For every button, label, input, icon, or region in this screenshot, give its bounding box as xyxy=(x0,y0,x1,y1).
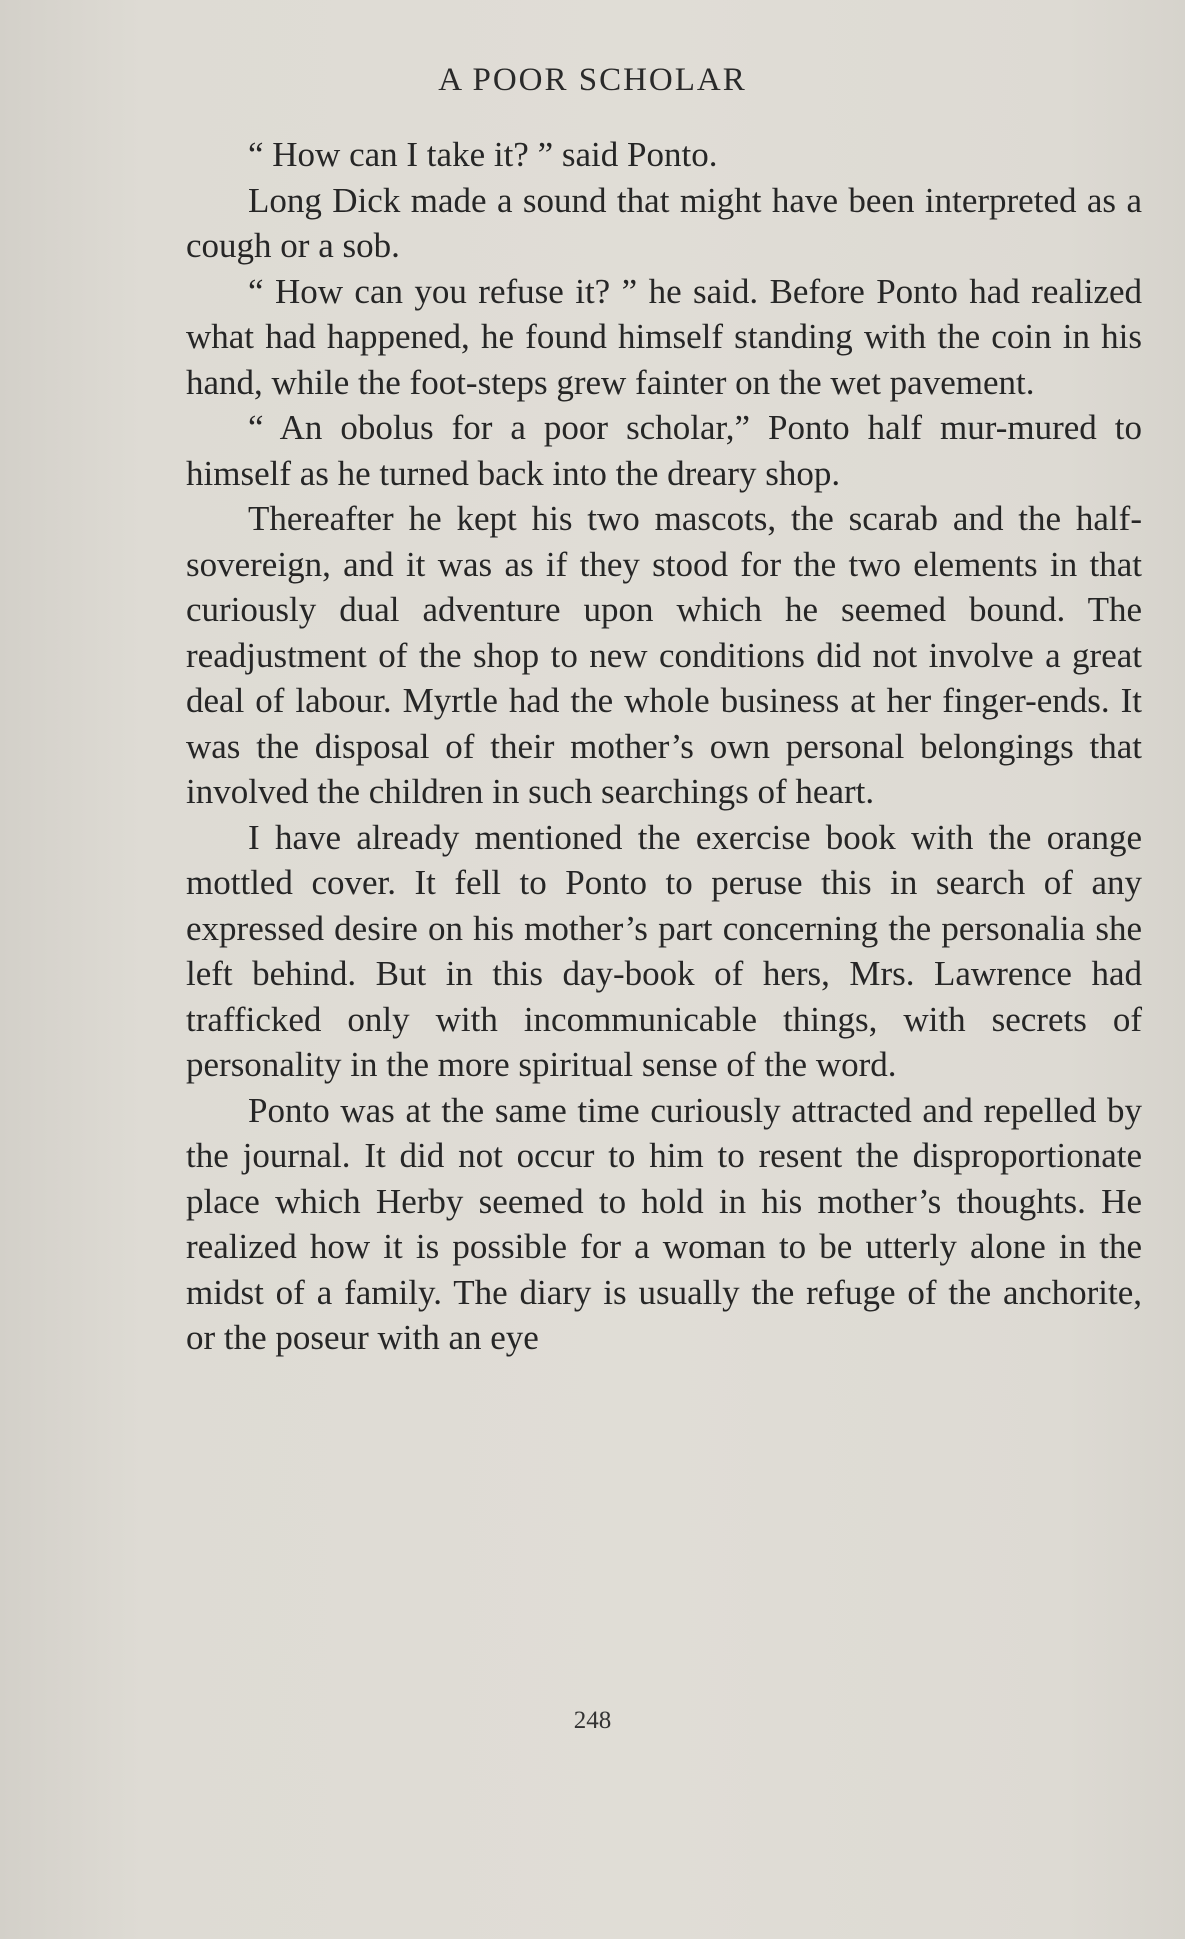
paragraph: “ An obolus for a poor scholar,” Ponto half mur-mured to himself as he turned back into the dreary shop. xyxy=(186,408,1142,493)
paragraph: Thereafter he kept his two mascots, the scarab and the half-sovereign, and it was as if they stood for the two elements in that curiously dual adventure upon which he seemed bound. The readjustment of the shop to new conditions did not involve a great deal of labour. Myrtle had the whole business at her finger-ends. It was the disposal of their mother’s own personal belongings that involved the children in such searchings of heart. xyxy=(186,499,1142,811)
paragraph: “ How can you refuse it? ” he said. Before Ponto had realized what had happened, he found himself standing with the coin in his hand, while the foot-steps grew fainter on the wet pavement. xyxy=(186,271,1142,402)
paragraph: “ How can I take it? ” said Ponto. xyxy=(248,135,718,174)
body-text xyxy=(186,132,1142,1361)
running-head: A POOR SCHOLAR xyxy=(438,62,747,98)
paragraph: I have already mentioned the exercise book with the orange mottled cover. It fell to Ponto to peruse this in search of any expressed desire on his mother’s part concerning the personalia she left behind. But in this day-book of hers, Mrs. Lawrence had trafficked only with incommunicable things, with secrets of personality in the more spiritual sense of the word. xyxy=(186,817,1142,1084)
paragraph: Ponto was at the same time curiously attracted and repelled by the journal. It did not occur to him to resent the disproportionate place which Herby seemed to hold in his mother’s thoughts. He realized how it is possible for a woman to be utterly alone in the midst of a family. The diary is usually the refuge of the anchorite, or the poseur with an eye xyxy=(186,1090,1142,1357)
paragraph: Long Dick made a sound that might have been interpreted as a cough or a sob. xyxy=(186,180,1142,265)
page-number: 248 xyxy=(573,1707,612,1734)
